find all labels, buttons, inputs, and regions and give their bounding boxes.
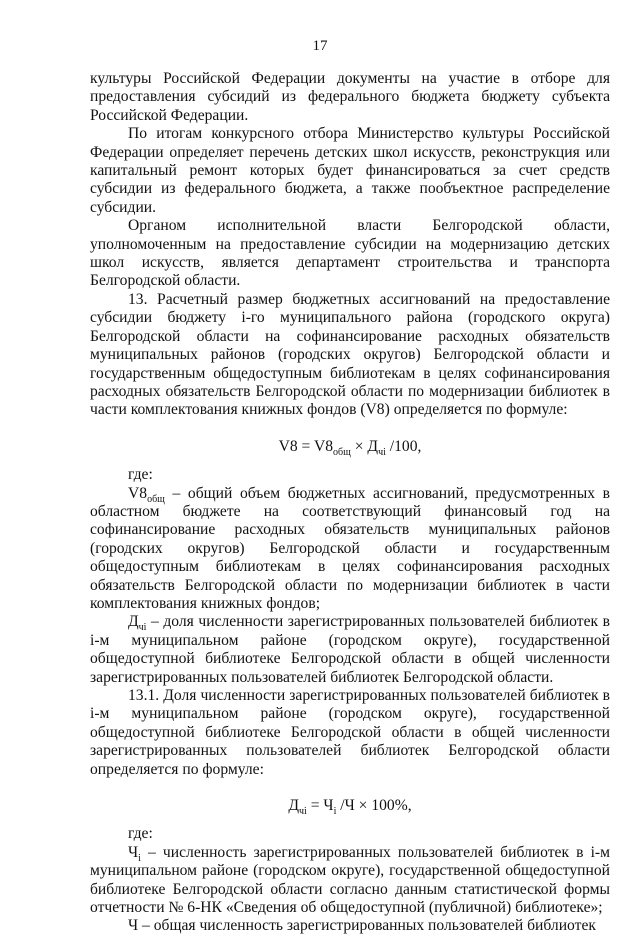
def2-term: Д xyxy=(128,613,139,631)
def4-term: Ч xyxy=(128,917,139,935)
definition-users-i xyxy=(90,844,610,918)
formula-share-sub2: i xyxy=(333,806,337,818)
def3-term: Ч xyxy=(128,843,139,861)
paragraph-4: 13. Расчетный размер бюджетных ассигнований на предоставление субсидии бюджету i-го муниципального района (городского округа) Белгородской области на софинансирование расходных обязательств муниципальных районов (городских округов) Белгородской области и государственным общедоступным библиотекам в целях софинансирования расходных обязательств Белгородской области по модернизации библиотек в части комплектования книжных фондов (V8) определяется по формуле: xyxy=(90,290,610,419)
def3-sub: i xyxy=(138,852,141,864)
paragraph-1: культуры Российской Федерации документы на участие в отборе для предоставления субсидий из федерального бюджета бюджету субъекта Российской Федерации. xyxy=(90,70,610,124)
formula-share-mid: = Ч xyxy=(306,797,334,815)
paragraph-5: 13.1. Доля численности зарегистрированных пользователей библиотек в i-м муниципальном районе (городском округе), государственной общедоступной библиотеке Белгородской области в общей численности зарегистрированных пользователей библиотек Белгородской области определяется по формуле: xyxy=(90,687,610,778)
formula-v8-sub1: общ xyxy=(333,446,351,458)
paragraph-2: По итогам конкурсного отбора Министерство культуры Российской Федерации определяет перечень детских школ искусств, реконструкция или капитальный ремонт которых будет финансироваться за счет средств субсидии из федерального бюджета, а также пообъектное распределение субсидии. xyxy=(90,125,610,216)
def4-text: – общая численность зарегистрированных пользователей библиотек xyxy=(138,917,596,935)
def1-text: – общий объем бюджетных ассигнований, предусмотренных в областном бюджете на соответствующий финансовый год на софинансирование расходных обязательств муниципальных районов (городских округов) Белгородской области и государственным общедоступным библиотекам в целях софинансирования расходных обязательств Белгородской области по модернизации библиотек в части комплектования книжных фондов; xyxy=(90,484,610,612)
formula-share xyxy=(90,797,610,818)
formula-v8-mid: × Д xyxy=(350,437,379,455)
formula-v8-sub2: чi xyxy=(378,446,386,458)
formula-v8-rhs: /100, xyxy=(385,437,422,455)
definition-v8-total xyxy=(90,485,610,614)
def2-text: – доля численности зарегистрированных пользователей библиотек в i-м муниципальном районе (городском округе), государственной общедоступной библиотеке Белгородской области в общей численности зарегистрированных пользователей библиотек Белгородской области. xyxy=(90,613,610,686)
def2-sub: чi xyxy=(138,622,147,634)
definition-users-total xyxy=(90,917,610,935)
paragraph-3: Органом исполнительной власти Белгородской области, уполномоченным на предоставление субсидии на модернизацию детских школ искусств, является департамент строительства и транспорта Белгородской области. xyxy=(90,217,610,290)
definition-share xyxy=(90,613,610,687)
document-body xyxy=(90,70,610,936)
def1-sub: общ xyxy=(147,493,165,505)
def1-term: V8 xyxy=(128,484,148,502)
formula-v8-lhs: V8 = V8 xyxy=(278,437,334,455)
page-number: 17 xyxy=(312,38,328,54)
formula-share-rhs: /Ч × 100%, xyxy=(336,797,412,815)
where-label-1: где: xyxy=(128,466,153,484)
where-label-2: где: xyxy=(128,825,153,843)
formula-share-lhs: Д xyxy=(288,797,300,815)
def3-text: – численность зарегистрированных пользователей библиотек в i-м муниципальном районе (городском округе), государственной общедоступной библиотеке Белгородской области согласно данным статистической формы отчетности № 6-НК «Сведения об общедоступной (публичной) библиотеке»; xyxy=(90,843,610,917)
formula-v8 xyxy=(90,438,610,456)
formula-share-sub1: чi xyxy=(299,806,307,818)
